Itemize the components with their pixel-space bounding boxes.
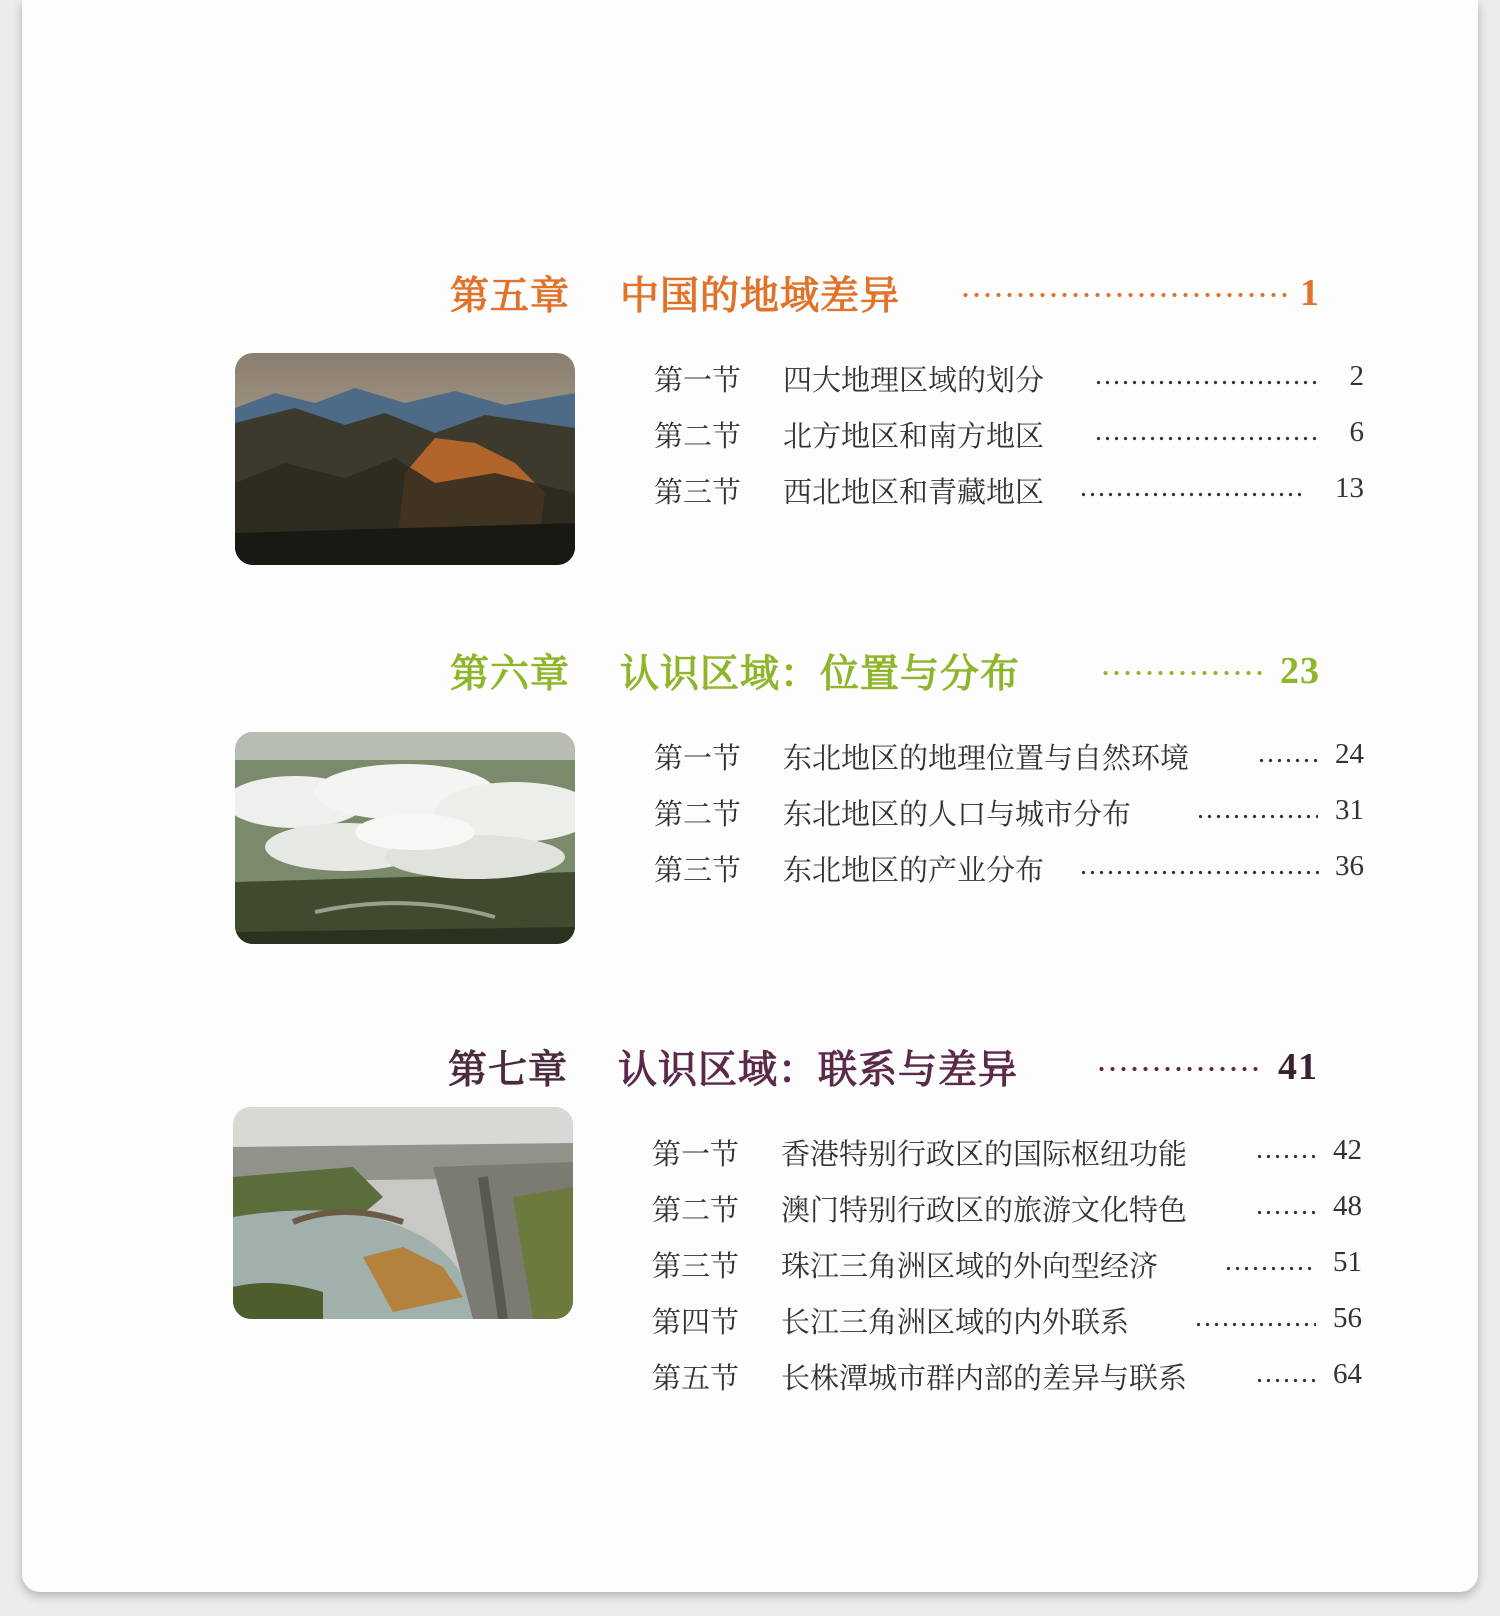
section-title: 珠江三角洲区域的外向型经济 bbox=[781, 1249, 1159, 1283]
chapter-title: 认识区域：位置与分布 bbox=[620, 651, 1021, 697]
section-page-number: 56 bbox=[1333, 1302, 1362, 1334]
leader-dots bbox=[1079, 492, 1304, 497]
leader-dots bbox=[1196, 814, 1318, 819]
section-title: 西北地区和青藏地区 bbox=[783, 475, 1045, 509]
section-number: 第三节 bbox=[654, 853, 742, 887]
leader-dots bbox=[960, 292, 1290, 298]
chapter-7-heading[interactable] bbox=[448, 1042, 1318, 1092]
chapter-page-number: 23 bbox=[1280, 650, 1320, 692]
leader-dots bbox=[1094, 436, 1319, 441]
leader-dots bbox=[1255, 1378, 1317, 1383]
leader-dots bbox=[1194, 1322, 1316, 1327]
mountain-photo bbox=[235, 353, 575, 565]
toc-entry[interactable] bbox=[654, 470, 1364, 510]
section-title: 长江三角洲区域的内外联系 bbox=[781, 1305, 1130, 1339]
leader-dots bbox=[1255, 1154, 1317, 1159]
toc-entry[interactable] bbox=[654, 792, 1364, 832]
section-page-number: 6 bbox=[1349, 416, 1364, 448]
section-title: 东北地区的人口与城市分布 bbox=[783, 797, 1132, 831]
riverside-city-photo bbox=[233, 1107, 573, 1319]
toc-page bbox=[22, 0, 1478, 1592]
chapter-title: 中国的地域差异 bbox=[620, 273, 901, 319]
leader-dots bbox=[1100, 670, 1265, 676]
section-number: 第二节 bbox=[654, 419, 742, 453]
section-number: 第四节 bbox=[652, 1305, 740, 1339]
section-number: 第一节 bbox=[654, 363, 742, 397]
sea-of-clouds-photo bbox=[235, 732, 575, 944]
toc-entry[interactable] bbox=[652, 1132, 1362, 1172]
chapter-6-sections bbox=[654, 736, 1364, 896]
section-number: 第三节 bbox=[652, 1249, 740, 1283]
section-page-number: 24 bbox=[1335, 738, 1364, 770]
section-page-number: 51 bbox=[1333, 1246, 1362, 1278]
section-page-number: 64 bbox=[1333, 1358, 1362, 1390]
chapter-page-number: 1 bbox=[1300, 272, 1320, 314]
section-title: 澳门特别行政区的旅游文化特色 bbox=[781, 1193, 1188, 1227]
leader-dots bbox=[1255, 1210, 1317, 1215]
section-number: 第三节 bbox=[654, 475, 742, 509]
section-title: 四大地理区域的划分 bbox=[783, 363, 1045, 397]
toc-entry[interactable] bbox=[654, 414, 1364, 454]
toc-entry[interactable] bbox=[654, 736, 1364, 776]
toc-entry[interactable] bbox=[652, 1356, 1362, 1396]
section-number: 第二节 bbox=[654, 797, 742, 831]
leader-dots bbox=[1079, 870, 1319, 875]
toc-entry[interactable] bbox=[652, 1300, 1362, 1340]
section-number: 第五节 bbox=[652, 1361, 740, 1395]
leader-dots bbox=[1257, 758, 1319, 763]
chapter-6-heading[interactable] bbox=[450, 646, 1320, 696]
section-page-number: 2 bbox=[1349, 360, 1364, 392]
section-title: 东北地区的地理位置与自然环境 bbox=[783, 741, 1190, 775]
section-number: 第一节 bbox=[652, 1137, 740, 1171]
chapter-label: 第五章 bbox=[450, 273, 571, 319]
section-page-number: 31 bbox=[1335, 794, 1364, 826]
leader-dots bbox=[1224, 1266, 1316, 1271]
section-title: 香港特别行政区的国际枢纽功能 bbox=[781, 1137, 1188, 1171]
section-title: 东北地区的产业分布 bbox=[783, 853, 1045, 887]
leader-dots bbox=[1094, 380, 1319, 385]
section-number: 第一节 bbox=[654, 741, 742, 775]
toc-entry[interactable] bbox=[652, 1244, 1362, 1284]
chapter-title: 认识区域：联系与差异 bbox=[618, 1047, 1019, 1093]
chapter-label: 第六章 bbox=[450, 651, 571, 697]
section-title: 北方地区和南方地区 bbox=[783, 419, 1045, 453]
toc-entry[interactable] bbox=[654, 848, 1364, 888]
section-page-number: 42 bbox=[1333, 1134, 1362, 1166]
chapter-label: 第七章 bbox=[448, 1047, 569, 1093]
toc-entry[interactable] bbox=[652, 1188, 1362, 1228]
section-page-number: 36 bbox=[1335, 850, 1364, 882]
chapter-5-heading[interactable] bbox=[450, 268, 1320, 318]
section-page-number: 48 bbox=[1333, 1190, 1362, 1222]
chapter-7-sections bbox=[654, 1132, 1364, 1412]
section-page-number: 13 bbox=[1335, 472, 1364, 504]
chapter-page-number: 41 bbox=[1278, 1046, 1318, 1088]
toc-entry[interactable] bbox=[654, 358, 1364, 398]
section-number: 第二节 bbox=[652, 1193, 740, 1227]
leader-dots bbox=[1096, 1066, 1261, 1072]
chapter-5-sections bbox=[654, 358, 1364, 518]
section-title: 长株潭城市群内部的差异与联系 bbox=[781, 1361, 1188, 1395]
